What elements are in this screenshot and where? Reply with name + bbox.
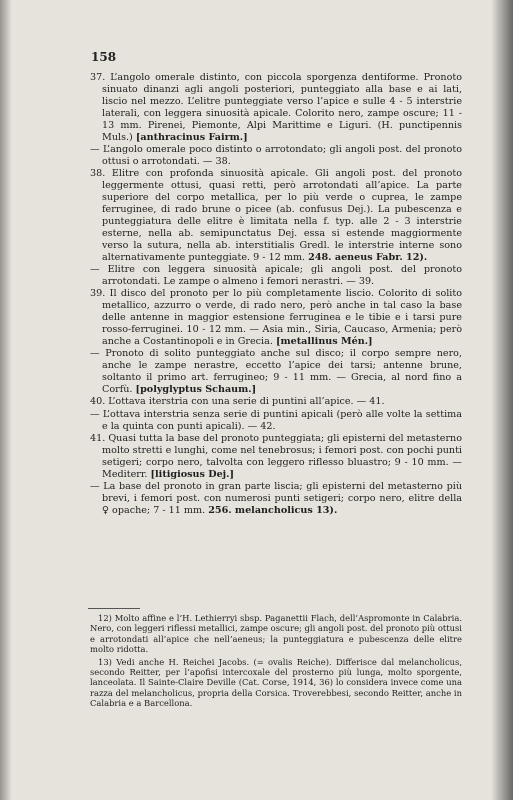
footnote-12: 12) Molto affine e l’H. Lethierryi sbsp. Paganettii Flach, dell’Aspromonte in Calabria. Nero, con leggeri riflessi metallici, zampe oscure; gli angoli post. del pronoto più ottusi e arrotondati all’apice che nell’aeneus; la punteggiatura e pubescenza delle elitre molto ridotta. <box>90 613 462 655</box>
couplet-41a <box>90 433 462 481</box>
couplet-38a-text: 38. Elitre con profonda sinuosità apicale. Gli angoli post. del pronoto leggermente ottusi, quasi retti, però arrotondati all’apice. La parte superiore del corpo metallica, per lo più verde o cuprea, le zampe ferruginee, di rado brune o picee (ab. confusus Dej.). La pubescenza e punteggiatura delle elitre è limitata nella f. typ. alle 2 - 3 interstrie esterne, nella ab. semipunctatus Dej. essa si estende maggiormente verso la sutura, nella ab. interstitialis Gredl. le interstrie interne sono alternativamente punteggiate. 9 - 12 mm. <box>90 168 462 263</box>
couplet-39b-text: — Pronoto di solito punteggiato anche sul disco; il corpo sempre nero, anche le zampe nerastre, eccetto l’apice dei tarsi; antenne brune, soltanto il primo art. ferrugineo; 9 - 11 mm. — Grecia, al nord fino a Corfù. <box>90 348 462 396</box>
species-aeneus: 248. aeneus Fabr. 12). <box>308 251 428 263</box>
species-melancholicus: 256. melancholicus 13). <box>208 505 338 517</box>
couplet-40b: — L’ottava interstria senza serie di puntini apicali (però alle volte la settima e la quinta con punti apicali). — 42. <box>90 408 462 432</box>
couplet-37a-text: 37. L’angolo omerale distinto, con piccola sporgenza dentiforme. Pronoto sinuato dinanzi agli angoli posteriori, punteggiato alla base e ai lati, liscio nel mezzo. L’elitre punteggiate verso l’apice e sulle 4 - 5 interstrie laterali, con leggera sinuosità apicale. Colorito nero, zampe oscure; 11 - 13 mm. Pirenei, Piemonte, Alpi Marittime e Liguri. (H. punctipennis Muls.) <box>90 72 462 143</box>
species-anthracinus: [anthracinus Fairm.] <box>135 131 248 143</box>
page-binding-shadow <box>491 0 513 800</box>
footnote-rule <box>88 608 140 609</box>
couplet-38a <box>90 168 462 263</box>
couplet-38b: — Elitre con leggera sinuosità apicale; gli angoli post. del pronoto arrotondati. Le zampe o almeno i femori nerastri. — 39. <box>90 264 462 287</box>
couplet-41a-text: 41. Quasi tutta la base del pronoto punteggiata; gli episterni del metasterno molto stretti e lunghi, come nel tenebrosus; i femori post. con pochi punti setigeri; corpo nero, talvolta con leggero riflesso bluastro; 9 - 10 mm. — Mediterr. <box>90 433 462 480</box>
page-left-shadow <box>0 0 12 800</box>
species-metallinus: [metallinus Mén.] <box>275 335 373 347</box>
key-text <box>90 72 462 518</box>
page-number: 158 <box>91 50 117 64</box>
couplet-41b <box>90 481 462 517</box>
couplet-41b-text: — La base del pronoto in gran parte liscia; gli episterni del metasterno più brevi, i femori post. con numerosi punti setigeri; corpo nero, elitre della ♀ opache; 7 - 11 mm. <box>90 481 462 517</box>
couplet-37a <box>90 72 462 143</box>
footnote-13: 13) Vedi anche H. Reichei Jacobs. (= ovalis Reiche). Differisce dal melancholicus, secondo Reitter, per l’apofisi intercoxale del prosterno più lunga, molto sporgente, lanceolata. Il Sainte-Claire Deville (Cat. Corse, 1914, 36) lo considera invece come una razza del melancholicus, propria della Corsica. Troverebbesi, secondo Reitter, anche in Calabria e a Barcellona. <box>90 656 462 709</box>
couplet-37b: — L’angolo omerale poco distinto o arrotondato; gli angoli post. del pronoto ottusi o arrotondati. — 38. <box>90 143 462 167</box>
footnotes <box>90 613 462 711</box>
couplet-39b <box>90 348 462 396</box>
couplet-39a <box>90 288 462 348</box>
species-polyglyptus: [polyglyptus Schaum.] <box>135 384 257 396</box>
couplet-39a-text: 39. Il disco del pronoto per lo più completamente liscio. Colorito di solito metallico, azzurro o verde, di rado nero, però anche in tal caso la base delle antenne in maggior estensione ferruginea e le tibie e i tarsi pure rosso-ferruginei. 10 - 12 mm. — Asia min., Siria, Caucaso, Armenia; però anche a Costantinopoli e in Grecia. <box>90 288 462 347</box>
couplet-40a: 40. L’ottava iterstria con una serie di puntini all’apice. — 41. <box>90 396 385 408</box>
species-litigiosus: [litigiosus Dej.] <box>150 468 235 480</box>
